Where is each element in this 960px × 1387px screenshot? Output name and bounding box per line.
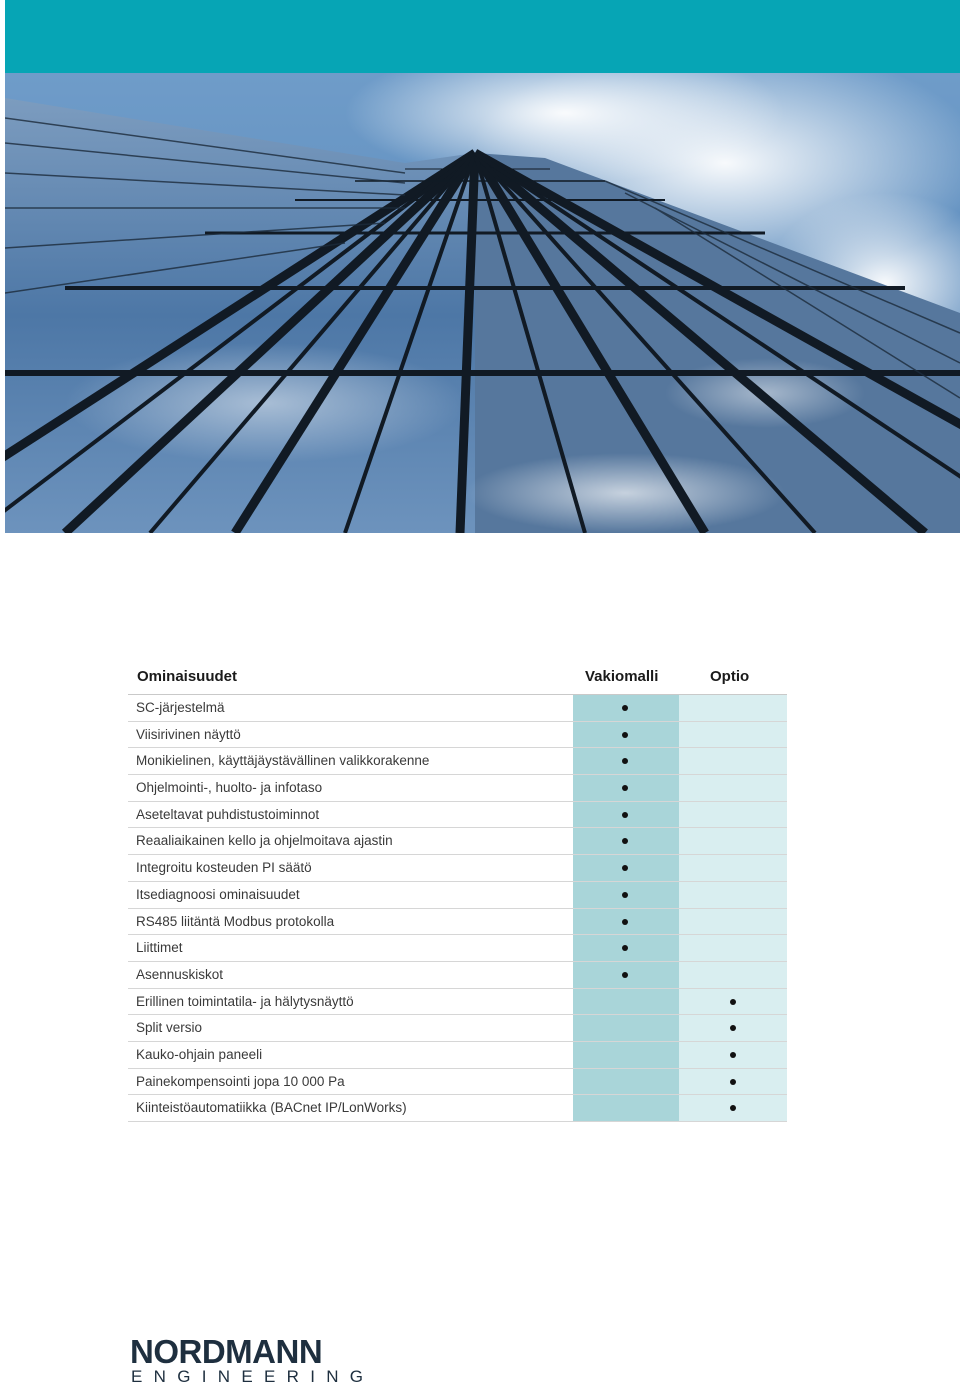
table-row [128, 882, 787, 909]
table-row [128, 1095, 787, 1122]
feature-label: Painekompensointi jopa 10 000 Pa [136, 1073, 345, 1089]
header-features: Ominaisuudet [137, 668, 238, 685]
table-row [128, 909, 787, 936]
table-row [128, 935, 787, 962]
standard-bullet-icon [622, 785, 628, 791]
nordmann-logo [130, 1333, 375, 1386]
standard-bullet-icon [622, 838, 628, 844]
feature-label: Liittimet [136, 940, 183, 956]
feature-label: SC-järjestelmä [136, 700, 225, 715]
table-header [128, 662, 787, 694]
feature-label: Split versio [136, 1020, 203, 1036]
feature-label: Monikielinen, käyttäjäystävällinen valikkorakenne [136, 753, 430, 769]
feature-label: Integroitu kosteuden PI säätö [136, 860, 312, 876]
standard-bullet-icon [622, 812, 628, 818]
table-row [128, 802, 787, 829]
standard-bullet-icon [622, 945, 628, 951]
feature-label: Kiinteistöautomatiikka (BACnet IP/LonWorks) [136, 1100, 407, 1116]
option-bullet-icon [730, 1052, 736, 1058]
top-accent-bar [5, 0, 960, 73]
feature-label: Viisirivinen näyttö [136, 726, 241, 742]
feature-label: Asennuskiskot [136, 966, 224, 982]
standard-bullet-icon [622, 732, 628, 738]
logo-wordmark: NORDMANN [130, 1333, 323, 1370]
table-row [128, 775, 787, 802]
standard-bullet-icon [622, 705, 628, 711]
header-standard: Vakiomalli [585, 668, 659, 685]
standard-bullet-icon [622, 758, 628, 764]
header-option: Optio [710, 668, 750, 685]
table-row [128, 1042, 787, 1069]
logo-subtitle: ENGINEERING [131, 1367, 375, 1386]
table-row [128, 1069, 787, 1096]
table-row [128, 748, 787, 775]
skyscraper-photo [5, 73, 960, 533]
table-row [128, 695, 787, 722]
option-bullet-icon [730, 999, 736, 1005]
table-row [128, 722, 787, 749]
table-row [128, 989, 787, 1016]
feature-label: Itsediagnoosi ominaisuudet [136, 886, 300, 902]
table-row [128, 1015, 787, 1042]
standard-bullet-icon [622, 972, 628, 978]
option-bullet-icon [730, 1025, 736, 1031]
feature-label: Kauko-ohjain paneeli [136, 1046, 263, 1062]
feature-label: RS485 liitäntä Modbus protokolla [136, 913, 335, 929]
features-table [128, 662, 787, 1122]
feature-label: Aseteltavat puhdistustoiminnot [136, 806, 320, 822]
table-body [128, 694, 787, 1122]
table-row [128, 962, 787, 989]
standard-bullet-icon [622, 892, 628, 898]
option-bullet-icon [730, 1079, 736, 1085]
feature-label: Reaaliaikainen kello ja ohjelmoitava ajastin [136, 833, 393, 849]
standard-bullet-icon [622, 919, 628, 925]
option-bullet-icon [730, 1105, 736, 1111]
table-row [128, 855, 787, 882]
feature-label: Ohjelmointi-, huolto- ja infotaso [136, 780, 323, 796]
standard-bullet-icon [622, 865, 628, 871]
feature-label: Erillinen toimintatila- ja hälytysnäyttö [136, 993, 354, 1009]
table-row [128, 828, 787, 855]
